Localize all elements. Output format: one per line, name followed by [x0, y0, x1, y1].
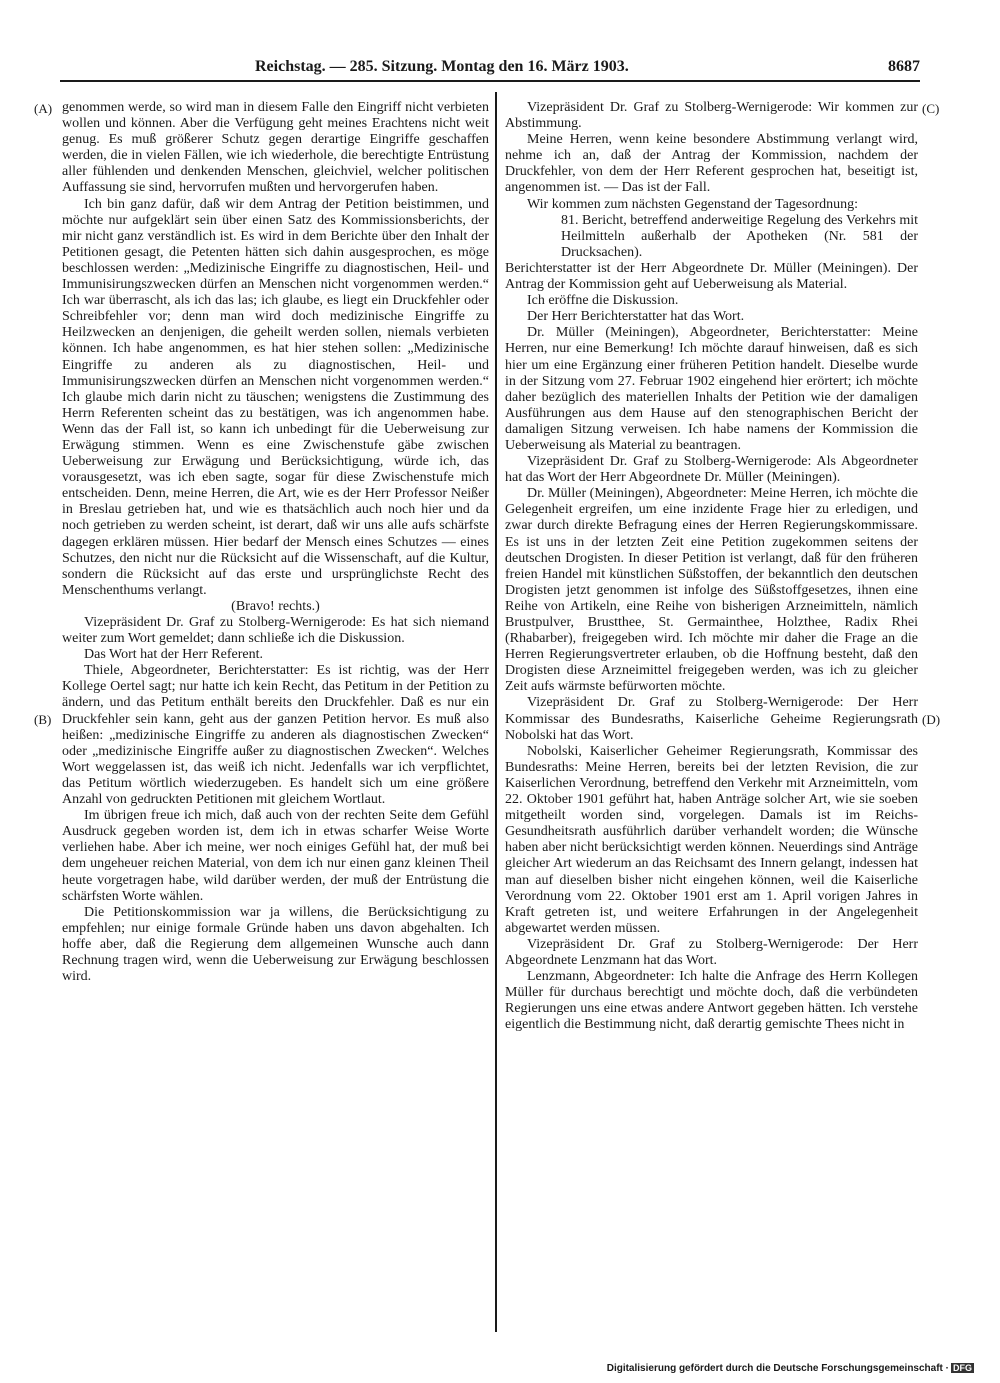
- speaker-paragraph: Vizepräsident Dr. Graf zu Stolberg-Wernigerode: Wir kommen zur Abstimmung.: [505, 100, 918, 132]
- page-number: 8687: [888, 58, 920, 75]
- speaker-paragraph: Vizepräsident Dr. Graf zu Stolberg-Wernigerode: Der Herr Kommissar des Bundesraths, Kaiserliche Geheime Regierungsrath Nobolski hat das Wort.: [505, 695, 918, 743]
- paragraph: Das Wort hat der Herr Referent.: [84, 647, 263, 663]
- column-divider: [495, 92, 497, 1332]
- footer-credit: [607, 1363, 974, 1374]
- paragraph: Im übrigen freue ich mich, daß auch von der rechten Seite dem Gefühl Ausdruck gegeben worden ist, dem ich in etwas scharfer Weise Worte verliehen habe. Aber ich meine, wer noch einiges Gefühl hat, der muß bei dem ungeheuer reichen Material, von dem ich nur einen ganz kleinen Theil heute vorgetragen habe, wild darüber werden, der muß der Entrüstung die schärfsten Worte wählen.: [62, 808, 489, 904]
- paragraph: Wir kommen zum nächsten Gegenstand der Tagesordnung:: [527, 196, 858, 212]
- margin-mark-d: (D): [922, 712, 941, 727]
- margin-mark-a: (A): [34, 101, 53, 116]
- paragraph: Ich eröffne die Diskussion.: [527, 293, 679, 309]
- paragraph: Berichterstatter ist der Herr Abgeordnete Dr. Müller (Meiningen). Der Antrag der Kommission geht auf Ueberweisung als Material.: [505, 260, 918, 293]
- page-header: [60, 58, 920, 80]
- paragraph: Ich bin ganz dafür, daß wir dem Antrag der Petition beistimmen, und möchte nur aufgeklärt sein über einen Satz des Kommissionsberichts, der mir nicht ganz verständlich ist. Es wird in dem Berichte über den Inhalt der Petitionen gesagt, die Petenten hätten sich dahin ausgesprochen, es möge beschlossen werden: „Medizinische Eingriffe zu diagnostischen, Heil- und Immunisirungszwecken dürfen an Menschen nicht vorgenommen werden.“ Ich war überrascht, als ich das las; ich glaube, es liegt ein Druckfehler oder Schreibfehler vor; denn man wird doch medizinische Eingriffe zu Heilzwecken an denjenigen, die geheilt werden sollen, niemals verbieten können. Ich habe angenommen, es hat hier stehen sollen: „Medizinische Eingriffe zu anderen als zu diagnostischen, Heil- und Immunisirungszwecken dürfen an Menschen nicht vorgenommen werden.“ Ich glaube mich darin nicht zu täuschen; wenigstens die Zustimmung des Herrn Referenten scheint das zu bestätigen, was ich angenommen habe. Wenn das der Fall ist, so kann ich unbedingt für die Ueberweisung zur Erwägung stimmen. Wenn es eine Zwischenstufe gäbe zwischen Ueberweisung zur Erwägung und Berücksichtigung, würde ich, das vorausgesetzt, was ich eben sagte, sogar für diese Zwischenstufe mich entscheiden. Denn, meine Herren, die Art, wie es der Herr Professor Neißer in Breslau getrieben hat, und wie es thatsächlich auch noch hier und da noch getrieben zu werden scheint, ist derart, daß wir uns alle aufs schärfste dagegen erklären müssen. Hier bedarf der Mensch eines Schutzes — eines Schutzes, den nicht nur die Rücksicht auf die Wissenschaft, auf die Kultur, sondern die Rücksicht auf das erste und ursprünglichste Recht des Menschenthums verlangt.: [62, 196, 489, 598]
- speaker-paragraph: Nobolski, Kaiserlicher Geheimer Regierungsrath, Kommissar des Bundesraths: Meine Herren, bereits bei der letzten Revision, die zur Kaiserlichen Verordnung, betreffend den Verkehr mit Arzneimitteln, vom 22. Oktober 1901 geführt hat, haben Anträge solcher Art, wie sie soeben mitgetheilt worden sind, vorgelegen. Damals ist im Reichs-Gesundheitsrath ausführlich darüber verhandelt worden; die Wünsche haben aber nicht berücksichtigt werden können. Neuerdings sind Anträge gleicher Art wiederum an das Reichsamt des Innern gelangt, indessen hat man auf dieselben bisher nicht eingehen können, weil die Kaiserliche Verordnung vom 22. Oktober 1901 erst am 1. April vorigen Jahres in Kraft getreten ist, und weitere Erfahrungen in der Angelegenheit abgewartet werden müssen.: [505, 743, 918, 936]
- speaker-paragraph: Vizepräsident Dr. Graf zu Stolberg-Wernigerode: Als Abgeordneter hat das Wort der Herr Abgeordnete Dr. Müller (Meiningen).: [505, 454, 918, 486]
- header-rule: [60, 80, 920, 82]
- paragraph: Die Petitionskommission war ja willens, die Berücksichtigung zu empfehlen; nur einige formale Gründe haben uns davon abgehalten. Ich hoffe aber, daß die Regierung dem allgemeinen Wunsche auch dann Rechnung tragen wird, wenn die Ueberweisung zur Erwägung beschlossen wird.: [62, 904, 489, 985]
- margin-mark-c: (C): [922, 101, 940, 116]
- paragraph: Der Herr Berichterstatter hat das Wort.: [527, 309, 745, 325]
- dfg-logo: DFG: [953, 1363, 972, 1373]
- footer-text: Digitalisierung gefördert durch die Deutsche Forschungsgemeinschaft ·: [606, 1363, 949, 1374]
- paragraph: genommen werde, so wird man in diesem Falle den Eingriff nicht verbieten wollen und können. Aber die Verfügung geht meines Erachtens nicht weit genug. Es muß größerer Schutz gegen derartige Eingriffe geschaffen werden, die in vielen Fällen, wie ich wiederhole, die berechtigte Entrüstung aller fühlenden und denkenden Menschen, gleichviel, welcher politischen Auffassung sie sind, hervorrufen mußten und hervorgerufen haben.: [62, 100, 489, 196]
- speaker-paragraph: Lenzmann, Abgeordneter: Ich halte die Anfrage des Herrn Kollegen Müller für durchaus berechtigt und möchte doch, daß die verbündeten Regierungen uns eine etwas andere Antwort gegeben hätten. Ich verstehe eigentlich die Bestimmung nicht, daß derartig gemischte Thees nicht in: [505, 969, 918, 1033]
- margin-mark-b: (B): [34, 712, 52, 727]
- interjection: (Bravo! rechts.): [231, 598, 320, 614]
- speaker-paragraph: Vizepräsident Dr. Graf zu Stolberg-Wernigerode: Es hat sich niemand weiter zum Wort gemeldet; dann schließe ich die Diskussion.: [62, 615, 489, 647]
- speaker-paragraph: Dr. Müller (Meiningen), Abgeordneter: Meine Herren, ich möchte die Gelegenheit ergreifen, um eine inzidente Frage hier zu erledigen, und zwar durch direkte Befragung eines der Herren Regierungskommissare. Es ist uns in der letzten Zeit eine Petition zugekommen seitens der deutschen Drogisten. In dieser Petition ist verlangt, daß für den früheren freien Handel mit künstlichen Süßstoffen, der bekanntlich den deutschen Drogisten jetzt genommen ist infolge des Süßstoffgesetzes, ihnen eine Reihe von Artikeln, eine Reihe von bisherigen Arzneimitteln, nämlich Brustpulver, Brustthee, St. Germainthee, Holzthee, Radix Rhei (Rhabarber), freigegeben wird. Ich möchte mir daher die Frage an die Herren Regierungsvertreter erlauben, ob die Hoffnung besteht, daß den Drogisten diese Arzneimittel freigegeben werden, was ich zu gleicher Zeit aufs wärmste befürworten möchte.: [505, 486, 918, 695]
- left-column: [62, 100, 489, 985]
- agenda-item: 81. Bericht, betreffend anderweitige Regelung des Verkehrs mit Heilmitteln außerhalb der Apotheken (Nr. 581 der Drucksachen).: [561, 212, 918, 260]
- right-column: [505, 100, 918, 1033]
- page-title: Reichstag. — 285. Sitzung. Montag den 16. März 1903.: [255, 58, 629, 75]
- speaker-paragraph: Thiele, Abgeordneter, Berichterstatter: Es ist richtig, was der Herr Kollege Oertel sagt; nur hatte ich kein Recht, das Petitum in der Petition zu ändern, und das Petitum enthält bereits den Druckfehler. Daß es nur ein Druckfehler sein kann, geht aus der ganzen Petition hervor. Es muß also heißen: „medizinische Eingriffe zu anderen als diagnostischen Zwecken“ oder „medizinische Eingriffe außer zu diagnostischen Zwecken“. Welches Wort weggelassen ist, das weiß ich nicht. Jedenfalls war ich verpflichtet, das Petitum wörtlich wiederzugeben. Es handelt sich um eine größere Anzahl von gedruckten Petitionen mit gleichem Wortlaut.: [62, 663, 489, 808]
- paragraph: Meine Herren, wenn keine besondere Abstimmung verlangt wird, nehme ich an, daß der Antrag der Kommission, nachdem der Druckfehler, von dem der Herr Referent gesprochen hat, beseitigt ist, angenommen ist. — Das ist der Fall.: [505, 132, 918, 196]
- speaker-paragraph: Dr. Müller (Meiningen), Abgeordneter, Berichterstatter: Meine Herren, nur eine Bemerkung! Ich möchte darauf hinweisen, daß es sich hier um eine Ergänzung einer früheren Petition handelt. Dieselbe wurde in der Sitzung vom 27. Februar 1902 eingehend hier erörtert; ich möchte daher bezüglich des materiellen Inhalts der Petition wie der damaligen Ausführungen aus dem Hause auf den stenographischen Bericht der damaligen Sitzung verweisen. Ich habe namens der Kommission die Ueberweisung als Material zu beantragen.: [505, 325, 918, 453]
- speaker-paragraph: Vizepräsident Dr. Graf zu Stolberg-Wernigerode: Der Herr Abgeordnete Lenzmann hat das Wort.: [505, 936, 918, 968]
